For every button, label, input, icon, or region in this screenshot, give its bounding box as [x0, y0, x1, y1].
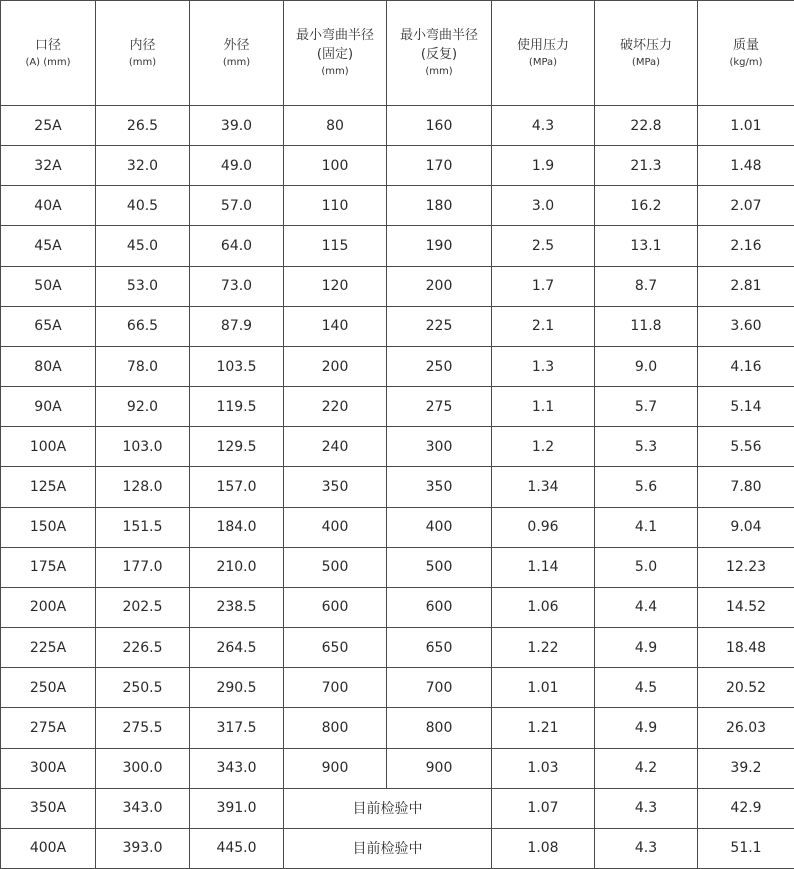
table-cell: 210.0	[190, 547, 284, 587]
table-cell: 51.1	[698, 828, 794, 868]
table-cell: 119.5	[190, 387, 284, 427]
table-cell: 1.07	[492, 788, 595, 828]
table-cell: 150A	[1, 507, 96, 547]
table-row	[1, 387, 794, 427]
table-cell: 800	[387, 708, 492, 748]
testing-status-cell: 目前检验中	[284, 788, 492, 828]
table-cell: 1.1	[492, 387, 595, 427]
testing-status-cell: 目前检验中	[284, 828, 492, 868]
table-cell: 900	[284, 748, 387, 788]
table-body	[1, 106, 794, 869]
column-header	[190, 1, 284, 106]
table-row	[1, 266, 794, 306]
table-cell: 275A	[1, 708, 96, 748]
table-cell: 275.5	[96, 708, 190, 748]
table-cell: 350A	[1, 788, 96, 828]
header-row	[1, 1, 794, 106]
table-cell: 343.0	[190, 748, 284, 788]
table-cell: 57.0	[190, 186, 284, 226]
table-cell: 1.9	[492, 146, 595, 186]
table-cell: 5.7	[595, 387, 698, 427]
table-cell: 16.2	[595, 186, 698, 226]
table-cell: 250A	[1, 668, 96, 708]
table-cell: 500	[387, 547, 492, 587]
table-cell: 42.9	[698, 788, 794, 828]
column-header-label: 破坏压力	[619, 37, 672, 53]
table-cell: 5.0	[595, 547, 698, 587]
table-cell: 1.48	[698, 146, 794, 186]
table-row	[1, 628, 794, 668]
column-header-sublabel: (反复)	[420, 47, 458, 62]
table-cell: 100	[284, 146, 387, 186]
table-cell: 650	[284, 628, 387, 668]
table-cell: 4.3	[595, 788, 698, 828]
table-cell: 9.0	[595, 346, 698, 386]
table-cell: 128.0	[96, 467, 190, 507]
column-header-label: 使用压力	[516, 37, 569, 53]
table-cell: 1.34	[492, 467, 595, 507]
table-cell: 238.5	[190, 587, 284, 627]
table-row	[1, 427, 794, 467]
column-header	[96, 1, 190, 106]
column-header-unit: (mm)	[321, 66, 349, 77]
table-row	[1, 708, 794, 748]
table-cell: 4.9	[595, 628, 698, 668]
column-header	[284, 1, 387, 106]
table-cell: 103.5	[190, 346, 284, 386]
table-cell: 400	[387, 507, 492, 547]
table-cell: 12.23	[698, 547, 794, 587]
table-cell: 11.8	[595, 306, 698, 346]
table-cell: 65A	[1, 306, 96, 346]
table-cell: 1.3	[492, 346, 595, 386]
table-cell: 160	[387, 106, 492, 146]
column-header-unit: (MPa)	[528, 56, 558, 68]
table-cell: 4.1	[595, 507, 698, 547]
column-header-label: 外径	[223, 37, 250, 53]
table-cell: 3.0	[492, 186, 595, 226]
table-cell: 125A	[1, 467, 96, 507]
column-header	[1, 1, 96, 106]
table-cell: 26.5	[96, 106, 190, 146]
table-row	[1, 788, 794, 828]
table-cell: 9.04	[698, 507, 794, 547]
table-cell: 700	[284, 668, 387, 708]
table-cell: 21.3	[595, 146, 698, 186]
table-cell: 343.0	[96, 788, 190, 828]
column-header	[387, 1, 492, 106]
table-cell: 90A	[1, 387, 96, 427]
table-cell: 200	[284, 346, 387, 386]
table-cell: 39.2	[698, 748, 794, 788]
table-cell: 317.5	[190, 708, 284, 748]
table-cell: 650	[387, 628, 492, 668]
table-row	[1, 106, 794, 146]
table-cell: 4.9	[595, 708, 698, 748]
table-row	[1, 587, 794, 627]
table-cell: 53.0	[96, 266, 190, 306]
table-header	[1, 1, 794, 106]
table-cell: 2.5	[492, 226, 595, 266]
table-cell: 240	[284, 427, 387, 467]
table-row	[1, 306, 794, 346]
column-header-unit: (A) (mm)	[25, 56, 71, 68]
table-cell: 300.0	[96, 748, 190, 788]
table-cell: 700	[387, 668, 492, 708]
table-cell: 250.5	[96, 668, 190, 708]
table-cell: 2.81	[698, 266, 794, 306]
table-row	[1, 226, 794, 266]
table-cell: 129.5	[190, 427, 284, 467]
table-cell: 115	[284, 226, 387, 266]
table-cell: 180	[387, 186, 492, 226]
table-cell: 170	[387, 146, 492, 186]
table-cell: 200	[387, 266, 492, 306]
table-cell: 7.80	[698, 467, 794, 507]
table-cell: 66.5	[96, 306, 190, 346]
table-row	[1, 668, 794, 708]
table-cell: 13.1	[595, 226, 698, 266]
table-cell: 14.52	[698, 587, 794, 627]
table-cell: 1.22	[492, 628, 595, 668]
table-cell: 8.7	[595, 266, 698, 306]
table-cell: 1.2	[492, 427, 595, 467]
table-cell: 120	[284, 266, 387, 306]
column-header-unit: (mm)	[128, 56, 157, 68]
table-cell: 50A	[1, 266, 96, 306]
table-cell: 500	[284, 547, 387, 587]
table-cell: 0.96	[492, 507, 595, 547]
table-cell: 32A	[1, 146, 96, 186]
table-cell: 1.01	[492, 668, 595, 708]
table-cell: 225	[387, 306, 492, 346]
column-header-unit: (kg/m)	[729, 56, 763, 68]
table-cell: 1.21	[492, 708, 595, 748]
column-header-label: 最小弯曲半径	[399, 28, 478, 43]
table-row	[1, 748, 794, 788]
table-cell: 100A	[1, 427, 96, 467]
column-header	[492, 1, 595, 106]
table-cell: 2.16	[698, 226, 794, 266]
table-cell: 900	[387, 748, 492, 788]
table-cell: 87.9	[190, 306, 284, 346]
table-cell: 225A	[1, 628, 96, 668]
table-cell: 393.0	[96, 828, 190, 868]
table-cell: 2.1	[492, 306, 595, 346]
table-cell: 177.0	[96, 547, 190, 587]
table-cell: 275	[387, 387, 492, 427]
table-cell: 78.0	[96, 346, 190, 386]
table-row	[1, 186, 794, 226]
column-header-unit: (MPa)	[631, 56, 661, 68]
table-cell: 184.0	[190, 507, 284, 547]
column-header	[698, 1, 794, 106]
table-cell: 32.0	[96, 146, 190, 186]
table-cell: 103.0	[96, 427, 190, 467]
table-cell: 49.0	[190, 146, 284, 186]
table-cell: 40A	[1, 186, 96, 226]
table-cell: 80	[284, 106, 387, 146]
table-cell: 264.5	[190, 628, 284, 668]
table-cell: 157.0	[190, 467, 284, 507]
table-cell: 4.3	[492, 106, 595, 146]
table-cell: 300	[387, 427, 492, 467]
table-cell: 226.5	[96, 628, 190, 668]
table-cell: 45A	[1, 226, 96, 266]
table-cell: 445.0	[190, 828, 284, 868]
table-cell: 1.08	[492, 828, 595, 868]
table-cell: 45.0	[96, 226, 190, 266]
table-cell: 39.0	[190, 106, 284, 146]
table-cell: 5.3	[595, 427, 698, 467]
column-header-label: 口径	[34, 37, 61, 53]
table-row	[1, 828, 794, 868]
table-cell: 800	[284, 708, 387, 748]
table-cell: 40.5	[96, 186, 190, 226]
table-cell: 73.0	[190, 266, 284, 306]
table-cell: 151.5	[96, 507, 190, 547]
table-cell: 400	[284, 507, 387, 547]
table-cell: 4.5	[595, 668, 698, 708]
table-cell: 1.01	[698, 106, 794, 146]
table-cell: 350	[387, 467, 492, 507]
table-cell: 175A	[1, 547, 96, 587]
table-row	[1, 346, 794, 386]
table-cell: 350	[284, 467, 387, 507]
column-header-label: 最小弯曲半径	[295, 28, 374, 43]
table-cell: 600	[387, 587, 492, 627]
table-cell: 110	[284, 186, 387, 226]
column-header-unit: (mm)	[222, 56, 251, 68]
table-cell: 2.07	[698, 186, 794, 226]
table-cell: 1.06	[492, 587, 595, 627]
column-header-unit: (mm)	[425, 66, 453, 77]
table-cell: 5.6	[595, 467, 698, 507]
table-cell: 290.5	[190, 668, 284, 708]
table-cell: 400A	[1, 828, 96, 868]
column-header-label: 内径	[129, 37, 156, 53]
table-cell: 64.0	[190, 226, 284, 266]
table-row	[1, 146, 794, 186]
table-cell: 22.8	[595, 106, 698, 146]
table-row	[1, 507, 794, 547]
table-cell: 20.52	[698, 668, 794, 708]
table-cell: 3.60	[698, 306, 794, 346]
table-cell: 600	[284, 587, 387, 627]
table-cell: 300A	[1, 748, 96, 788]
table-cell: 25A	[1, 106, 96, 146]
table-row	[1, 467, 794, 507]
table-cell: 202.5	[96, 587, 190, 627]
table-cell: 1.7	[492, 266, 595, 306]
table-row	[1, 547, 794, 587]
table-cell: 5.14	[698, 387, 794, 427]
column-header-label: 质量	[732, 37, 759, 53]
table-cell: 4.3	[595, 828, 698, 868]
column-header-sublabel: (固定)	[316, 47, 354, 62]
table-cell: 250	[387, 346, 492, 386]
table-cell: 200A	[1, 587, 96, 627]
table-cell: 1.03	[492, 748, 595, 788]
column-header	[595, 1, 698, 106]
table-cell: 1.14	[492, 547, 595, 587]
table-cell: 26.03	[698, 708, 794, 748]
table-cell: 4.2	[595, 748, 698, 788]
table-cell: 220	[284, 387, 387, 427]
table-cell: 92.0	[96, 387, 190, 427]
table-cell: 140	[284, 306, 387, 346]
table-cell: 391.0	[190, 788, 284, 828]
table-cell: 5.56	[698, 427, 794, 467]
table-cell: 4.16	[698, 346, 794, 386]
table-cell: 80A	[1, 346, 96, 386]
table-cell: 18.48	[698, 628, 794, 668]
table-cell: 190	[387, 226, 492, 266]
table-cell: 4.4	[595, 587, 698, 627]
